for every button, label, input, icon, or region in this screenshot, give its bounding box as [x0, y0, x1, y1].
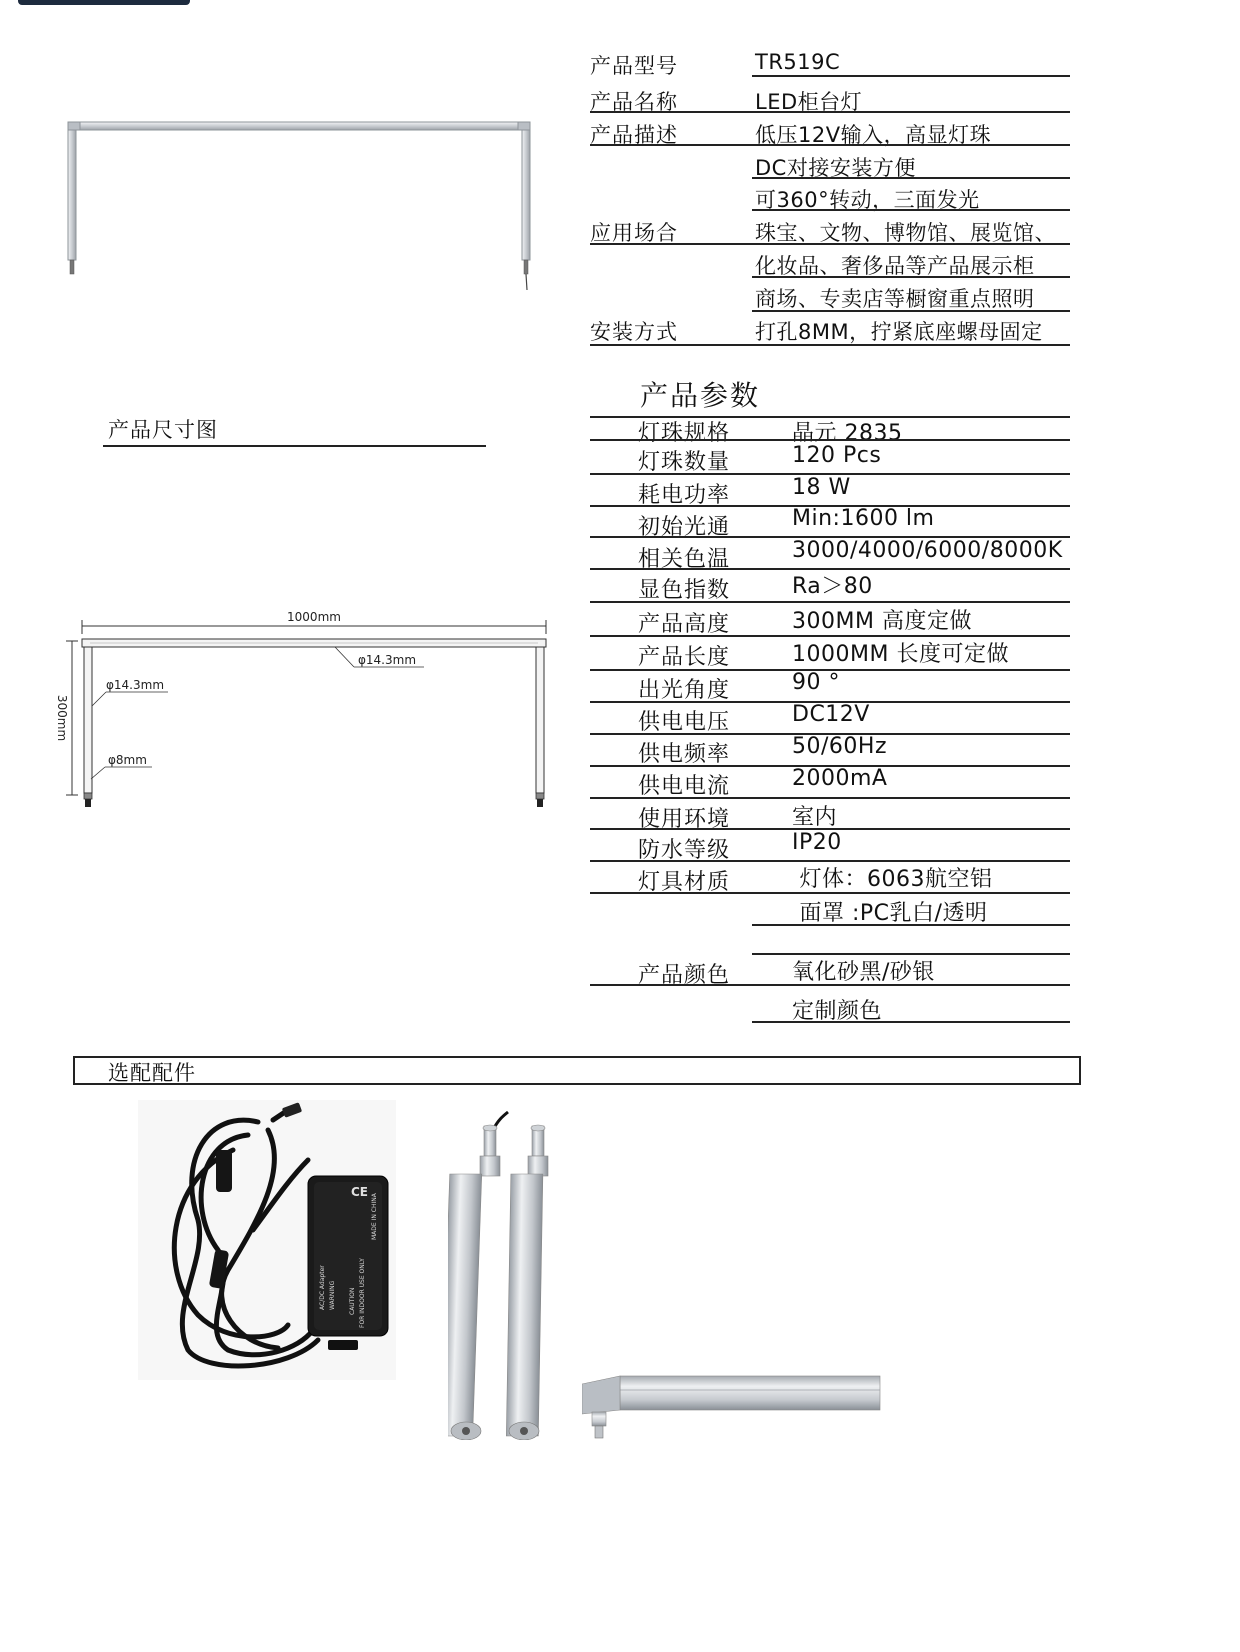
size-title: 产品尺寸图 — [108, 418, 218, 442]
param-label: 产品长度 — [638, 645, 731, 670]
info-value: 商场、专卖店等橱窗重点照明 — [755, 287, 1035, 311]
dim-base-diameter-label: φ8mm — [108, 753, 147, 767]
logo-strip — [18, 0, 190, 5]
adapter-warning-text: WARNING — [329, 1280, 336, 1310]
param-label: 使用环境 — [638, 807, 731, 832]
dim-bar-diameter-label: φ14.3mm — [358, 653, 417, 667]
power-adapter-photo — [138, 1100, 396, 1380]
posts-photo — [448, 1110, 578, 1440]
accessories-title: 选配配件 — [108, 1061, 196, 1085]
param-value: 面罩 :PC乳白/透明 — [792, 901, 988, 926]
param-label: 灯珠数量 — [638, 450, 731, 475]
param-value: 氧化砂黑/砂银 — [792, 960, 935, 985]
info-value: 打孔8MM，拧紧底座螺母固定 — [755, 320, 1043, 344]
adapter-origin-text: MADE IN CHINA — [371, 1193, 378, 1240]
param-label: 灯珠规格 — [638, 421, 731, 446]
dim-height-label: 300mm — [55, 694, 69, 742]
param-value: 120 Pcs — [792, 443, 882, 468]
param-label: 初始光通 — [638, 515, 731, 540]
param-label: 产品颜色 — [638, 963, 731, 988]
divider — [752, 276, 1070, 278]
divider — [752, 310, 1070, 312]
divider — [752, 1021, 1070, 1023]
divider — [752, 209, 1070, 211]
param-value: 定制颜色 — [792, 999, 883, 1024]
dim-length-label: 1000mm — [287, 610, 341, 624]
param-label: 出光角度 — [638, 678, 731, 703]
param-value: 晶元 2835 — [792, 421, 903, 446]
param-label: 灯具材质 — [638, 870, 731, 895]
dimension-drawing — [50, 605, 560, 815]
divider — [590, 439, 1070, 441]
param-value: Ra＞80 — [792, 574, 873, 599]
param-label: 供电频率 — [638, 742, 731, 767]
divider — [752, 177, 1070, 179]
info-row-installation — [590, 316, 1070, 346]
info-value: 低压12V输入，高显灯珠 — [755, 123, 992, 147]
info-value: 化妆品、奢侈品等产品展示柜 — [755, 254, 1035, 278]
divider — [590, 344, 1070, 346]
info-value: 珠宝、文物、博物馆、展览馆、 — [755, 221, 1056, 245]
divider — [752, 924, 1070, 926]
param-value: 1000MM 长度可定做 — [792, 642, 1009, 667]
info-label: 产品型号 — [590, 54, 678, 78]
info-label: 应用场合 — [590, 221, 678, 245]
param-value: 300MM 高度定做 — [792, 609, 972, 634]
info-value: TR519C — [755, 50, 841, 74]
info-value: 可360°转动，三面发光 — [755, 188, 980, 212]
param-value: 室内 — [792, 805, 838, 830]
param-label: 显色指数 — [638, 578, 731, 603]
param-value: 灯体：6063航空铝 — [792, 867, 993, 892]
divider — [590, 797, 1070, 799]
param-value: 90 ° — [792, 670, 840, 695]
param-value: 18 W — [792, 475, 851, 500]
accessories-header-box — [73, 1056, 1081, 1085]
bar-connector-photo — [582, 1372, 882, 1440]
divider — [590, 601, 1070, 603]
divider — [590, 243, 1070, 245]
param-value: IP20 — [792, 830, 842, 855]
adapter-caution-text: CAUTION — [349, 1287, 356, 1315]
adapter-indoor-text: FOR INDOOR USE ONLY — [359, 1258, 366, 1328]
product-photo — [60, 115, 560, 305]
divider — [103, 445, 486, 447]
info-row-application-3 — [590, 283, 1070, 313]
divider — [590, 892, 1070, 894]
param-label: 产品高度 — [638, 612, 731, 637]
param-label: 供电电流 — [638, 774, 731, 799]
info-label: 产品描述 — [590, 123, 678, 147]
param-label: 供电电压 — [638, 710, 731, 735]
info-label: 产品名称 — [590, 90, 678, 114]
divider — [752, 75, 1070, 77]
divider — [590, 111, 1070, 113]
param-value: 50/60Hz — [792, 734, 887, 759]
info-value: LED柜台灯 — [755, 90, 863, 114]
param-value: 3000/4000/6000/8000K — [792, 538, 1063, 563]
param-value: 2000mA — [792, 766, 888, 791]
param-label: 防水等级 — [638, 838, 731, 863]
info-label: 安装方式 — [590, 320, 678, 344]
dim-post-diameter-label: φ14.3mm — [106, 678, 165, 692]
params-title: 产品参数 — [640, 379, 761, 412]
divider — [590, 984, 1070, 986]
divider — [590, 144, 1070, 146]
info-value: DC对接安装方便 — [755, 156, 916, 180]
ce-mark-icon: CE — [351, 1185, 369, 1199]
param-label: 相关色温 — [638, 547, 731, 572]
adapter-brand-text: AC/DC Adapter — [319, 1265, 326, 1310]
param-value: DC12V — [792, 702, 870, 727]
param-label: 耗电功率 — [638, 483, 731, 508]
param-value: Min:1600 lm — [792, 506, 935, 531]
